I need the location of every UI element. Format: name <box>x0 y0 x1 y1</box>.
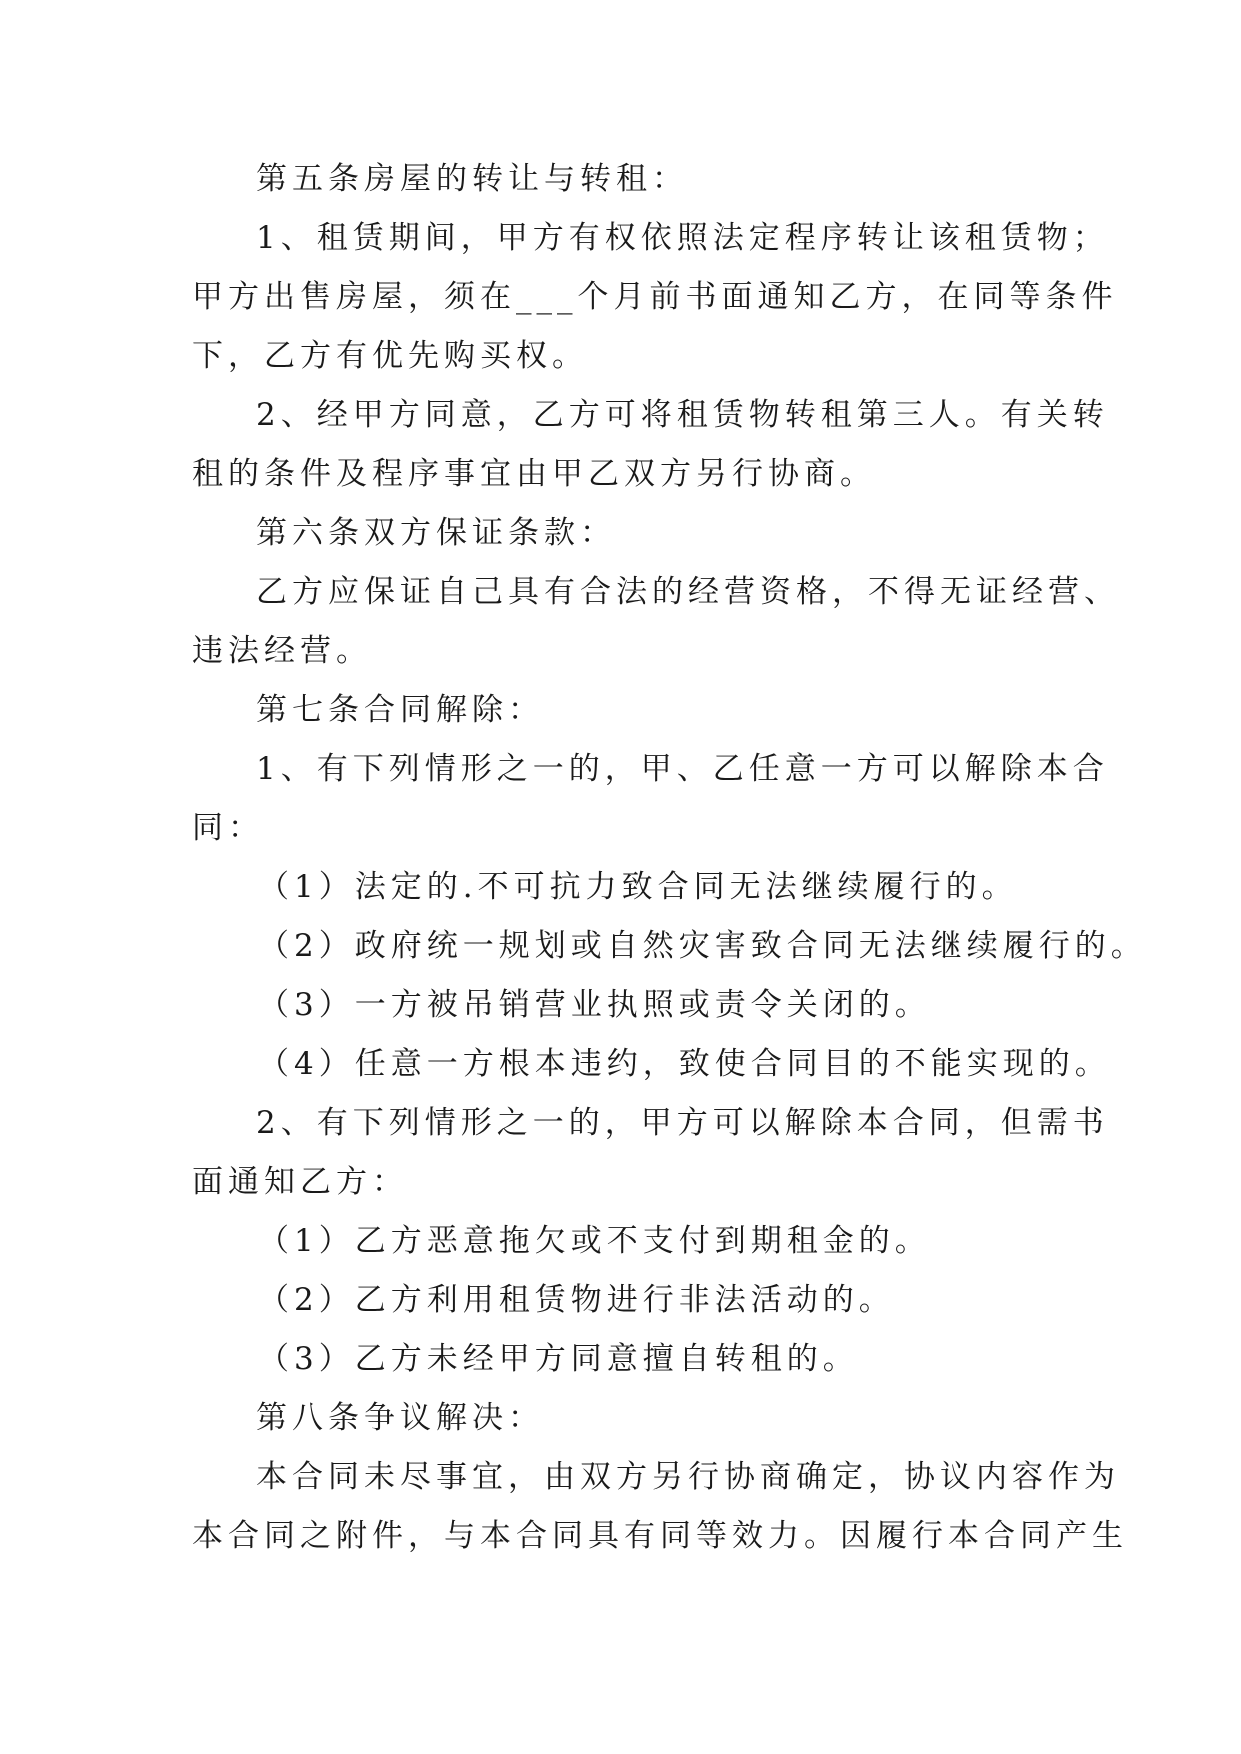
list-item: （3）乙方未经甲方同意擅自转租的。 <box>258 1341 859 1377</box>
paragraph-line: 1、有下列情形之一的，甲、乙任意一方可以解除本合 <box>256 751 1109 787</box>
section-heading: 第五条房屋的转让与转租： <box>256 161 688 197</box>
list-item: （3）一方被吊销营业执照或责令关闭的。 <box>258 987 931 1023</box>
paragraph-line: 本合同之附件，与本合同具有同等效力。因履行本合同产生 <box>192 1518 1128 1554</box>
paragraph-line: 同： <box>192 810 264 846</box>
paragraph-line: 下，乙方有优先购买权。 <box>192 338 588 374</box>
list-item: （1）法定的.不可抗力致合同无法继续履行的。 <box>258 869 1018 905</box>
paragraph-line: 违法经营。 <box>192 633 372 669</box>
list-item: （1）乙方恶意拖欠或不支付到期租金的。 <box>258 1223 931 1259</box>
list-item: （4）任意一方根本违约，致使合同目的不能实现的。 <box>258 1046 1111 1082</box>
paragraph-line: 面通知乙方： <box>192 1164 408 1200</box>
section-heading: 第六条双方保证条款： <box>256 515 616 551</box>
paragraph-line: 1、租赁期间，甲方有权依照法定程序转让该租赁物； <box>256 220 1109 256</box>
section-heading: 第八条争议解决： <box>256 1400 544 1436</box>
paragraph-line: 租的条件及程序事宜由甲乙双方另行协商。 <box>192 456 876 492</box>
paragraph-line: 本合同未尽事宜，由双方另行协商确定，协议内容作为 <box>256 1459 1120 1495</box>
paragraph-line: 甲方出售房屋，须在___个月前书面通知乙方，在同等条件 <box>192 279 1118 315</box>
paragraph-line: 乙方应保证自己具有合法的经营资格，不得无证经营、 <box>256 574 1120 610</box>
paragraph-line: 2、有下列情形之一的，甲方可以解除本合同，但需书 <box>256 1105 1109 1141</box>
document-body <box>192 150 1147 1566</box>
list-item: （2）政府统一规划或自然灾害致合同无法继续履行的。 <box>258 928 1147 964</box>
section-heading: 第七条合同解除： <box>256 692 544 728</box>
paragraph-line: 2、经甲方同意，乙方可将租赁物转租第三人。有关转 <box>256 397 1109 433</box>
list-item: （2）乙方利用租赁物进行非法活动的。 <box>258 1282 895 1318</box>
